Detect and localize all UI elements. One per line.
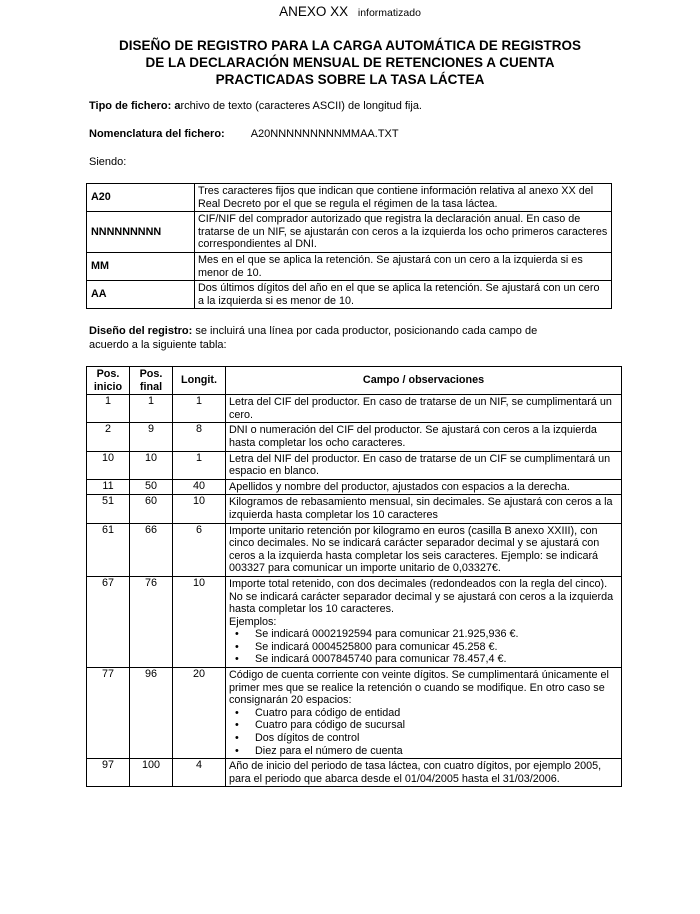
file-type-label: Tipo de fichero: a [89, 100, 181, 112]
bullet-item: • Dos dígitos de control [229, 732, 618, 745]
record-fields-table [86, 366, 622, 787]
bullet-item: • Cuatro para código de sucursal [229, 719, 618, 732]
col-header-end: Pos. final [130, 367, 173, 395]
pos-start-cell: 67 [87, 576, 130, 667]
table-row [87, 479, 622, 495]
pos-start-cell: 1 [87, 395, 130, 423]
file-type-value: rchivo de texto (caracteres ASCII) de longitud fija. [180, 100, 422, 112]
title-line: DISEÑO DE REGISTRO PARA LA CARGA AUTOMÁTICA DE REGISTROS [118, 38, 582, 53]
col-header-length: Longit. [173, 367, 226, 395]
pos-end-cell: 10 [130, 451, 173, 479]
field-observations-cell [226, 423, 622, 451]
being-label: Siendo: [89, 156, 127, 168]
annex-label: ANEXO XX [279, 4, 349, 19]
record-design-line [89, 325, 537, 337]
bullet-item: • Se indicará 0002192594 para comunicar 21.925,936 €. [229, 628, 618, 641]
pos-end-cell: 9 [130, 423, 173, 451]
field-observations-cell [226, 479, 622, 495]
pos-end-cell: 1 [130, 395, 173, 423]
pos-end-cell: 76 [130, 576, 173, 667]
length-cell: 40 [173, 479, 226, 495]
length-cell: 4 [173, 759, 226, 787]
table-row [87, 668, 622, 759]
length-cell: 20 [173, 668, 226, 759]
bullet-item: • Se indicará 0004525800 para comunicar 45.258 €. [229, 641, 618, 654]
length-cell: 8 [173, 423, 226, 451]
field-description: Letra del NIF del productor. En caso de tratarse de un CIF se cumplimentará un espacio en blanco. [229, 452, 611, 478]
file-name-label: Nomenclatura del fichero: [89, 128, 225, 140]
pos-start-cell: 51 [87, 495, 130, 523]
pos-end-cell: 96 [130, 668, 173, 759]
length-cell: 10 [173, 576, 226, 667]
record-design-line-2: acuerdo a la siguiente tabla: [89, 339, 227, 351]
field-observations-cell [226, 668, 622, 759]
pos-end-cell: 66 [130, 523, 173, 576]
col-header-start: Pos. inicio [87, 367, 130, 395]
file-name-value: A20NNNNNNNNNMMAA.TXT [250, 128, 399, 140]
bullet-list [229, 707, 618, 757]
length-cell: 10 [173, 495, 226, 523]
pos-start-cell: 10 [87, 451, 130, 479]
field-description: Importe unitario retención por kilogramo en euros (casilla B anexo XXIII), con cinco decimales. No se indicará carácter separador decimal y se ajustará con ceros a la izquierda hasta completar los seis caracteres. Ejemplo: se indicará 003327 para comunicar un importe unitario de 0,03327€. [229, 524, 600, 575]
table-row [87, 395, 622, 423]
field-observations-cell [226, 523, 622, 576]
field-description: Letra del CIF del productor. En caso de tratarse de un NIF, se cumplimentará un cero. [229, 396, 612, 421]
file-type-line [89, 100, 422, 112]
bullet-item: • Se indicará 0007845740 para comunicar 78.457,4 €. [229, 653, 618, 666]
table-row [87, 759, 622, 787]
field-description: DNI o numeración del CIF del productor. Se ajustará con ceros a la izquierda hasta completar los ocho caracteres. [229, 424, 597, 449]
bullet-item: • Diez para el número de cuenta [229, 745, 618, 758]
key-row [87, 184, 612, 212]
key-code: NNNNNNNNN [87, 212, 195, 253]
field-observations-cell [226, 576, 622, 667]
key-row [87, 252, 612, 280]
field-observations-cell [226, 495, 622, 523]
pos-end-cell: 60 [130, 495, 173, 523]
pos-start-cell: 77 [87, 668, 130, 759]
key-description: Dos últimos dígitos del año en el que se aplica la retención. Se ajustará con un cero a la izquierda si es menor de 10. [195, 281, 612, 309]
key-code: AA [87, 281, 195, 309]
field-observations-cell [226, 759, 622, 787]
pos-start-cell: 61 [87, 523, 130, 576]
pos-start-cell: 2 [87, 423, 130, 451]
field-description: Código de cuenta corriente con veinte dígitos. Se cumplimentará únicamente el primer mes que se realice la retención o cuando se modifique. En otro caso se consignarán 20 espacios: [229, 669, 609, 707]
record-design-label: Diseño del registro: [89, 325, 193, 337]
field-description: Importe total retenido, con dos decimales (redondeados con la regla del cinco). No se indicará carácter separador decimal y se ajustará con ceros a la izquierda hasta completar los 10 caracteres. Ejemplos: [229, 577, 614, 628]
table-header-row [87, 367, 622, 395]
col-header-field: Campo / observaciones [226, 367, 622, 395]
table-row [87, 576, 622, 667]
file-name-line [89, 128, 399, 140]
length-cell: 1 [173, 395, 226, 423]
document-title [60, 37, 640, 88]
filename-keys-table [86, 183, 612, 309]
record-design-text: se incluirá una línea por cada productor, posicionando cada campo de [192, 325, 538, 337]
field-description: Kilogramos de rebasamiento mensual, sin decimales. Se ajustará con ceros a la izquierda hasta completar los 10 caracteres [229, 496, 613, 521]
key-code: MM [87, 252, 195, 280]
key-description: Mes en el que se aplica la retención. Se ajustará con un cero a la izquierda si es menor de 10. [195, 252, 612, 280]
annex-header [0, 4, 700, 19]
field-observations-cell [226, 395, 622, 423]
pos-start-cell: 11 [87, 479, 130, 495]
pos-end-cell: 50 [130, 479, 173, 495]
bullet-item: • Cuatro para código de entidad [229, 707, 618, 720]
title-line: DE LA DECLARACIÓN MENSUAL DE RETENCIONES A CUENTA [145, 55, 555, 70]
key-description: Tres caracteres fijos que indican que contiene información relativa al anexo XX del Real Decreto por el que se regula el régimen de la tasa láctea. [195, 184, 612, 212]
field-observations-cell [226, 451, 622, 479]
table-row [87, 523, 622, 576]
pos-end-cell: 100 [130, 759, 173, 787]
length-cell: 1 [173, 451, 226, 479]
length-cell: 6 [173, 523, 226, 576]
table-row [87, 451, 622, 479]
key-row [87, 281, 612, 309]
key-description: CIF/NIF del comprador autorizado que registra la declaración anual. En caso de tratarse de un NIF, se ajustarán con ceros a la izquierda los ocho primeros caracteres correspondientes al DNI. [195, 212, 612, 253]
key-row [87, 212, 612, 253]
field-description: Año de inicio del periodo de tasa láctea, con cuatro dígitos, por ejemplo 2005, para el periodo que abarca desde el 01/04/2005 hasta el 31/03/2006. [229, 760, 602, 785]
field-description: Apellidos y nombre del productor, ajustados con espacios a la derecha. [229, 480, 570, 493]
annex-note: informatizado [357, 7, 421, 19]
pos-start-cell: 97 [87, 759, 130, 787]
table-row [87, 495, 622, 523]
table-row [87, 423, 622, 451]
key-code: A20 [87, 184, 195, 212]
title-line: PRACTICADAS SOBRE LA TASA LÁCTEA [215, 72, 485, 87]
bullet-list [229, 628, 618, 666]
